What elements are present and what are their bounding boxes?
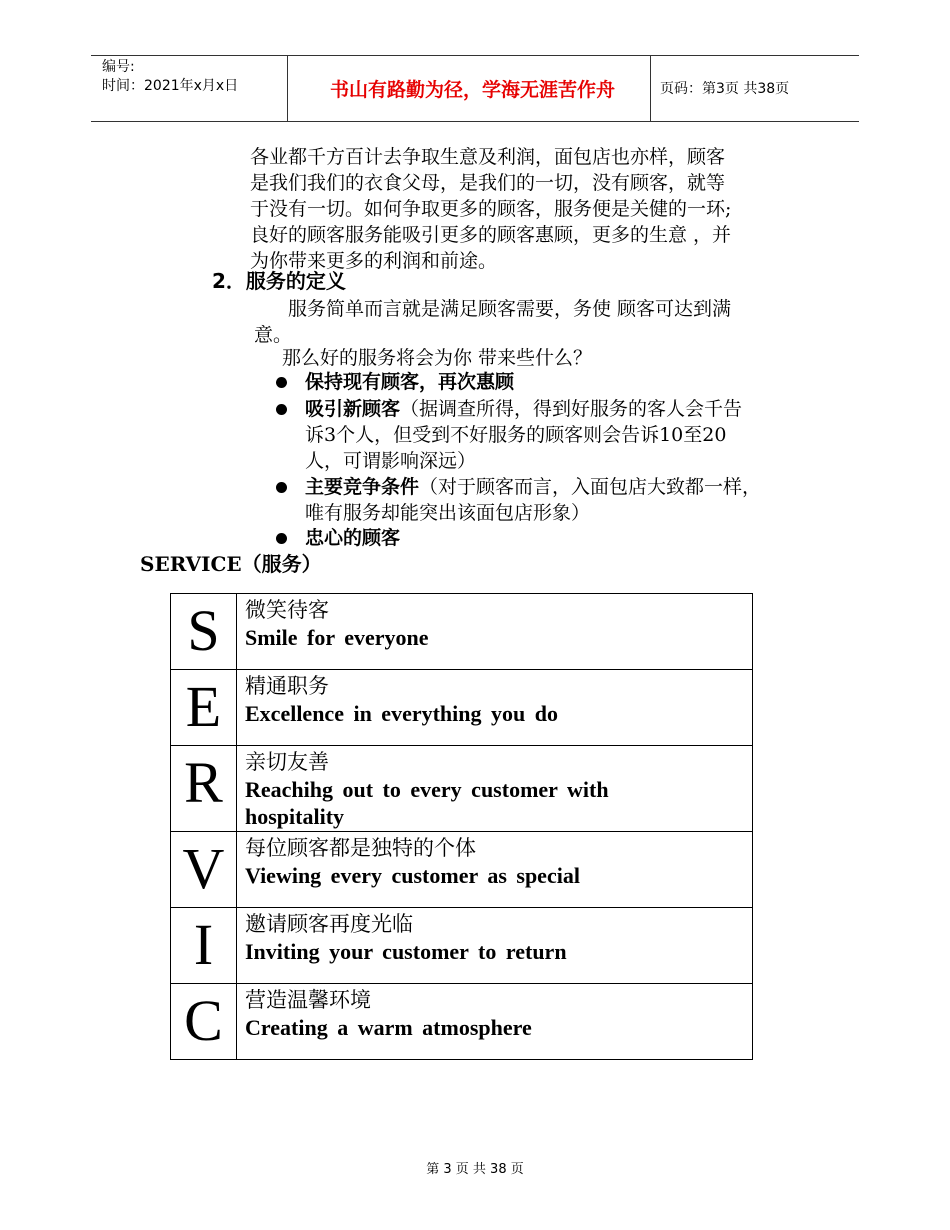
acronym-letter: R: [171, 746, 237, 832]
service-cn: 精通职务: [245, 674, 329, 698]
bullet-item: [305, 396, 742, 474]
bullet-text: （对于顾客而言，入面包店大致都一样，: [419, 476, 762, 498]
definition-paragraph: [254, 296, 731, 348]
acronym-letter: E: [171, 670, 237, 746]
service-en: Excellence in everything you do: [245, 701, 558, 726]
table-row: [171, 832, 753, 908]
bullet-bold: 忠心的顾客: [305, 527, 401, 549]
bullet-dot: [276, 482, 287, 493]
time-label: 时间：2021年x月x日: [102, 78, 239, 94]
page-footer: 第 3 页 共 38 页: [426, 1162, 524, 1177]
bullet-bold: 保持现有顾客，再次惠顾: [305, 371, 515, 393]
acronym-letter: I: [171, 908, 237, 984]
table-row: [171, 746, 753, 832]
question-line: 那么好的服务将会为你 带来些什么？: [282, 347, 593, 369]
service-title: [140, 551, 322, 577]
intro-line: 为你带来更多的利润和前途。: [250, 250, 498, 272]
acronym-letter: C: [171, 984, 237, 1060]
intro-line: 于没有一切。如何争取更多的顾客，服务便是关健的一环;: [250, 198, 732, 220]
intro-line: 良好的顾客服务能吸引更多的顾客惠顾，更多的生意 ，并: [250, 224, 732, 246]
table-cell: [237, 670, 753, 746]
intro-paragraph: [250, 144, 731, 274]
bullet-item: [305, 369, 514, 395]
table-row: [171, 594, 753, 670]
service-cn: 每位顾客都是独特的个体: [245, 836, 476, 860]
bullet-bold: 吸引新顾客: [305, 398, 401, 420]
bullet-dot: [276, 533, 287, 544]
service-cn: 邀请顾客再度光临: [245, 912, 413, 936]
table-cell: [237, 746, 753, 832]
table-row: [171, 670, 753, 746]
service-en: Creating a warm atmosphere: [245, 1015, 532, 1040]
section-heading: 2．服务的定义: [212, 269, 346, 293]
service-en: Viewing every customer as special: [245, 863, 580, 888]
bullet-text: 唯有服务却能突出该面包店形象）: [305, 502, 591, 524]
header-top-rule: [91, 55, 859, 56]
service-title-text: SERVICE（服务）: [140, 552, 322, 576]
table-cell: [237, 594, 753, 670]
service-cn: 亲切友善: [245, 750, 329, 774]
service-cn: 微笑待客: [245, 598, 329, 622]
bullet-dot: [276, 404, 287, 415]
service-en: Reachihg out to every customer with hospitality: [245, 777, 609, 829]
definition-line: 意。: [254, 324, 293, 346]
service-table: [170, 593, 753, 1060]
bullet-text: （据调查所得，得到好服务的客人会千告: [400, 398, 743, 420]
table-cell: [237, 832, 753, 908]
table-row: [171, 908, 753, 984]
table-cell: [237, 984, 753, 1060]
bullet-text: 人，可谓影响深远）: [305, 450, 477, 472]
header-divider-left: [287, 56, 288, 121]
header-motto: 书山有路勤为径，学海无涯苦作舟: [329, 79, 615, 101]
bullet-item: [305, 525, 400, 551]
bullet-bold: 主要竞争条件: [305, 476, 420, 498]
definition-line: 服务简单而言就是满足顾客需要，务使 顾客可达到满: [288, 298, 732, 320]
header-divider-right: [650, 56, 651, 121]
intro-line: 各业都千方百计去争取生意及利润，面包店也亦样，顾客: [250, 146, 726, 168]
header-bottom-rule: [91, 121, 859, 122]
service-cn: 营造温馨环境: [245, 988, 371, 1012]
service-en: Inviting your customer to return: [245, 939, 567, 964]
table-row: [171, 984, 753, 1060]
table-cell: [237, 908, 753, 984]
intro-line: 是我们我们的衣食父母，是我们的一切，没有顾客，就等: [250, 172, 726, 194]
bullet-text: 诉3个人，但受到不好服务的顾客则会告诉10至20: [305, 424, 727, 446]
header-page-number: 页码：第3页 共38页: [660, 81, 790, 97]
acronym-letter: V: [171, 832, 237, 908]
bullet-item: [305, 474, 761, 526]
acronym-letter: S: [171, 594, 237, 670]
bullet-dot: [276, 377, 287, 388]
header-info: [102, 58, 238, 96]
serial-label: 编号:: [102, 59, 135, 75]
service-en: Smile for everyone: [245, 625, 429, 650]
